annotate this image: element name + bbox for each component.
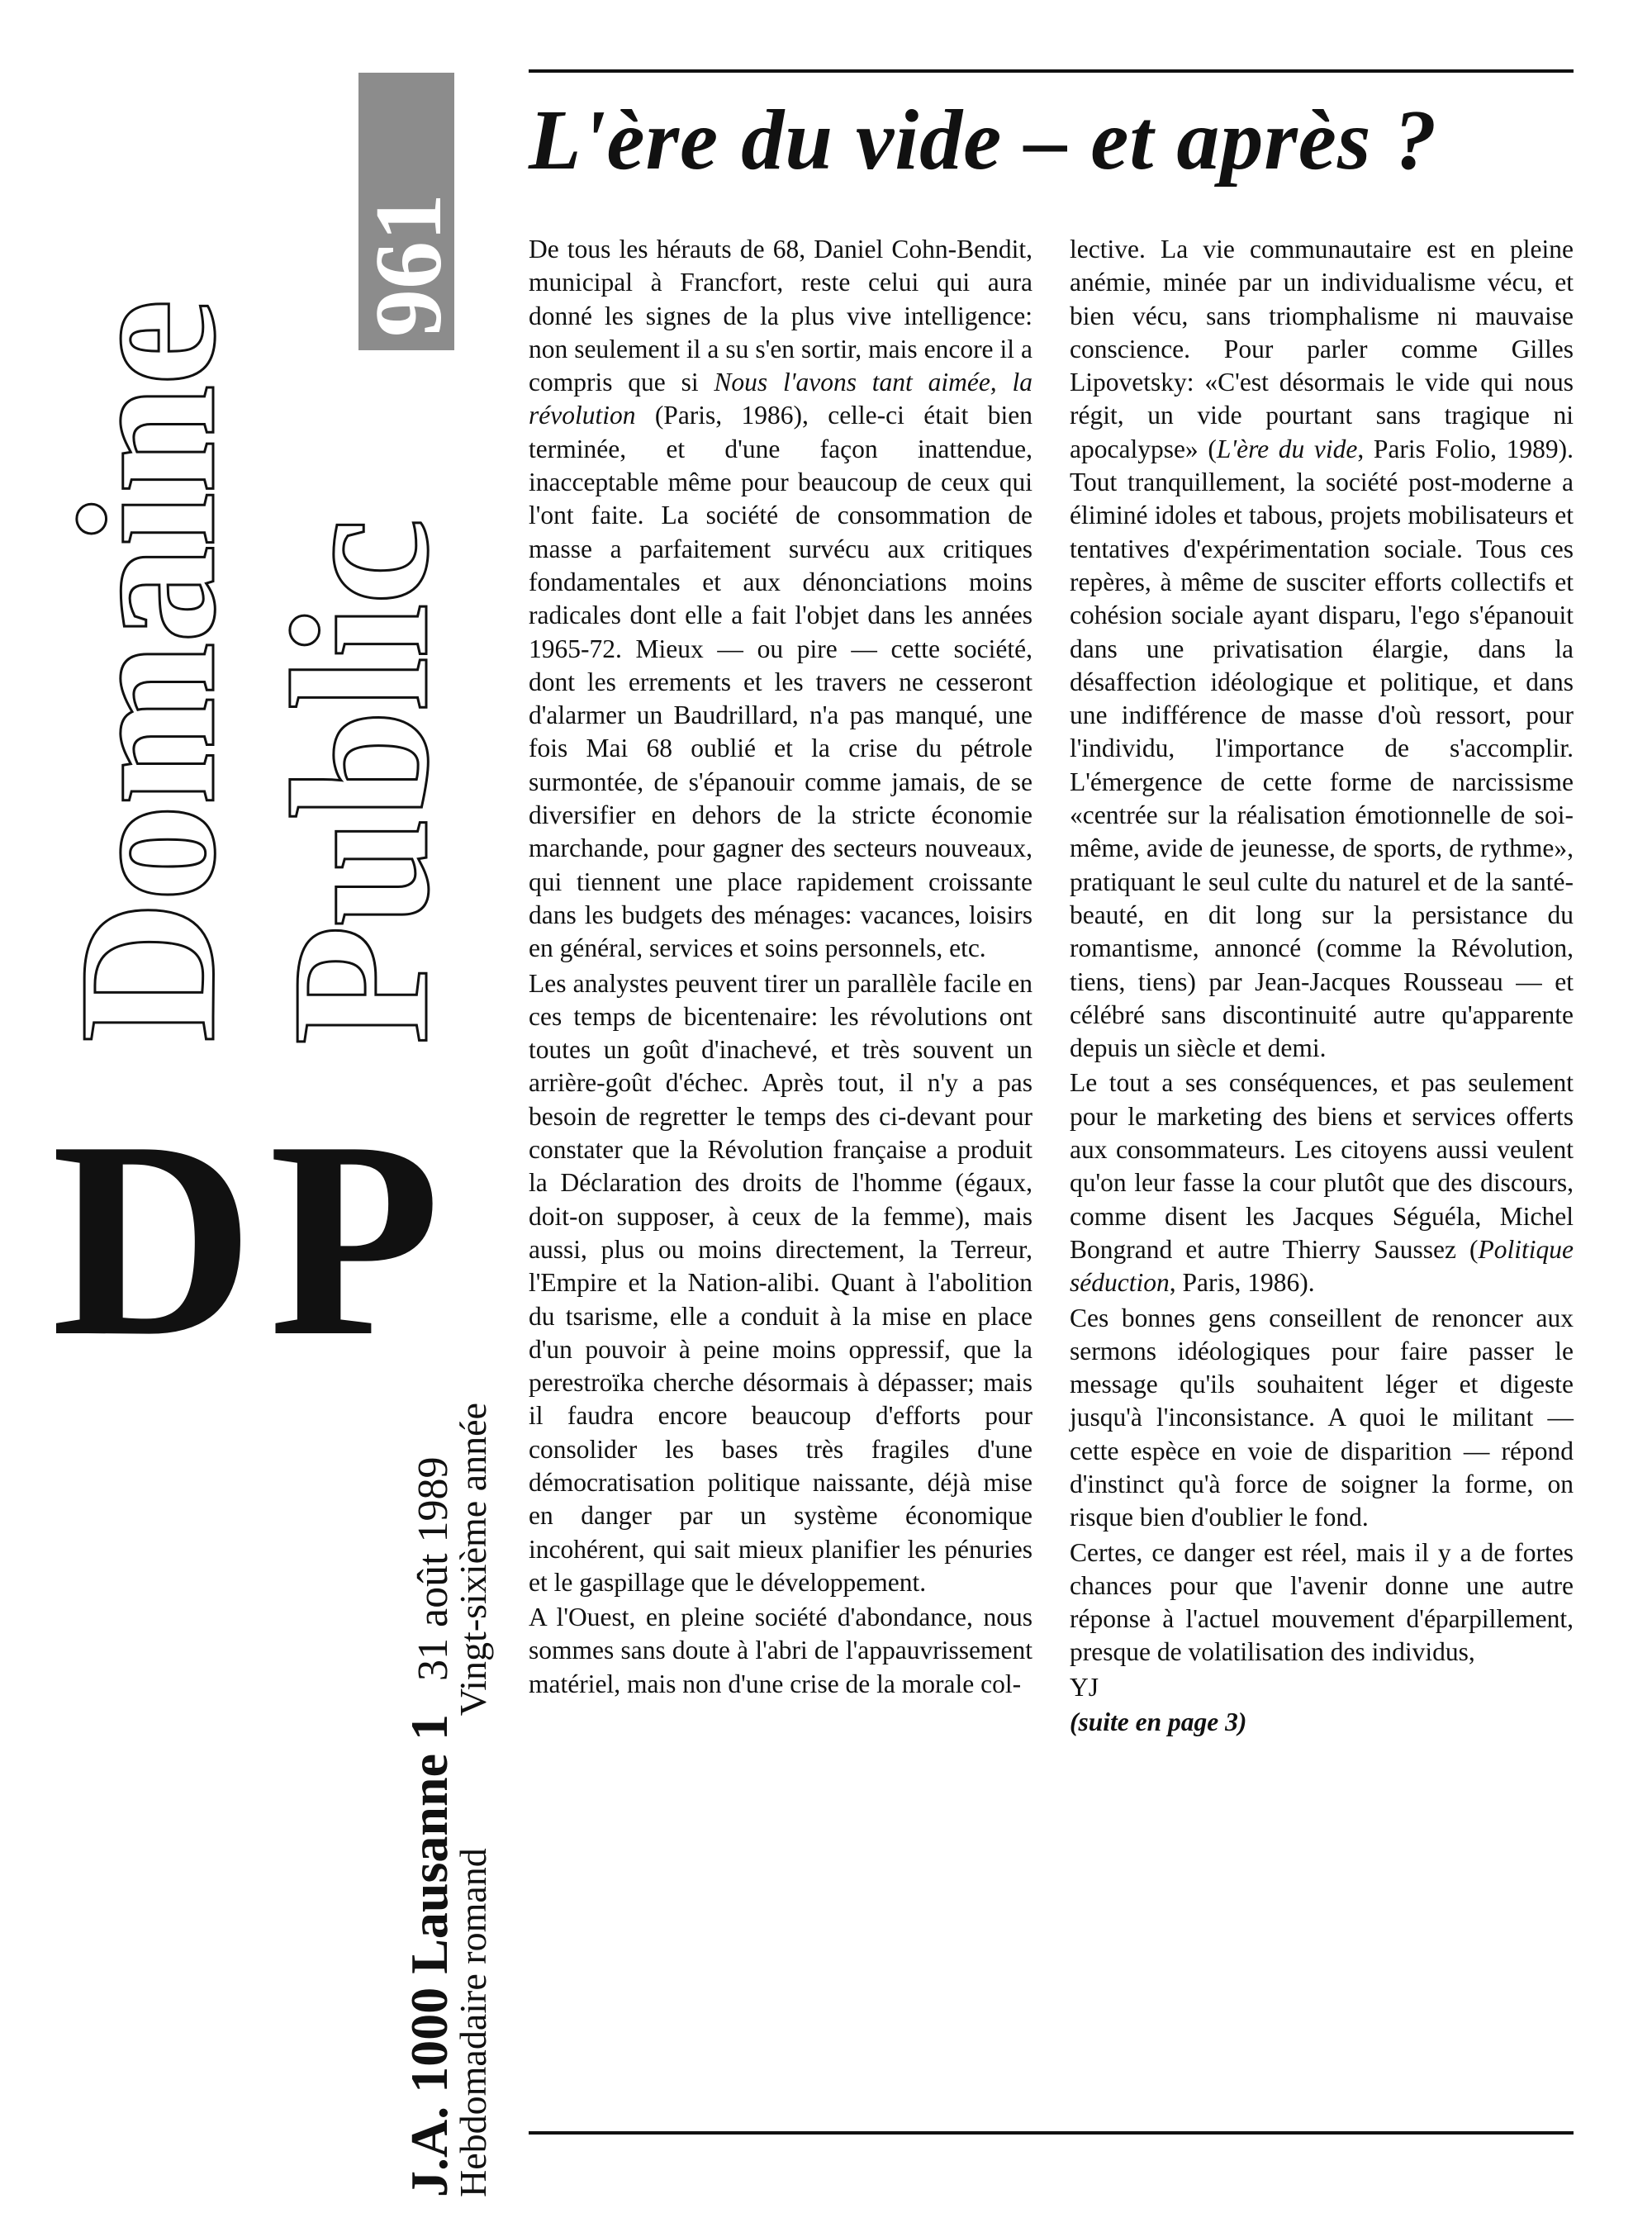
book-title: L'ère du vide: [1216, 434, 1358, 463]
text-run: lective. La vie communautaire est en pleine anémie, minée par un individualisme vécu, et bien vécu, sans triomphalisme ni mauvaise conscience. Pour parler comme Gilles Lipovetsky: «C'est désormais le vide qui nous régit, un vide pourtant sans tragique ni apocalypse» (: [1070, 235, 1574, 463]
paragraph: Certes, ce danger est réel, mais il y a de fortes chances pour que l'avenir donne une autre réponse à l'actuel mouvement d'éparpillement, presque de volatilisation des individus,: [1070, 1537, 1574, 1667]
continued-on-page-link[interactable]: (suite en page 3): [1070, 1707, 1247, 1737]
book-title: Politique séduction: [1070, 1234, 1574, 1298]
year-label: Vingt-sixième année: [452, 1403, 494, 1717]
text-run: Le tout a ses conséquences, et pas seulement pour le marketing des biens et services offerts aux consommateurs. Les citoyens aussi veulent qu'on leur fasse la cour plutôt que des discours, comme disent les Jacques Séguéla, Michel Bongrand et autre Thierry Saussez (: [1070, 1068, 1574, 1264]
masthead-public: Public: [252, 520, 469, 1045]
article-title: L'ère du vide – et après ?: [529, 93, 1438, 188]
issue-date: 31 août 1989: [410, 1456, 457, 1681]
subtitle-line: [454, 1403, 492, 2197]
bottom-rule: [529, 2131, 1574, 2135]
masthead: [0, 0, 496, 2213]
paragraph: Ces bonnes gens conseillent de renoncer aux sermons idéologiques pour faire passer le message qu'ils souhaitent léger et digeste jusqu'à l'inconsistance. A quoi le militant — cette espèce en voie de disparition — répond d'instinct qu'à force de soigner la forme, on risque bien d'oublier le fond.: [1070, 1303, 1574, 1532]
paragraph: A l'Ouest, en pleine société d'abondance, nous sommes sans doute à l'abri de l'appauvrissement matériel, mais non d'une crise de la morale col-: [529, 1603, 1032, 1698]
postal-line: [400, 1456, 458, 2197]
publication-subtitle: Hebdomadaire romand: [452, 1848, 494, 2197]
paragraph: [1070, 1066, 1574, 1299]
author-signature: YJ: [1070, 1672, 1099, 1702]
article-columns: [529, 233, 1574, 1739]
postal-text: J.A. 1000 Lausanne 1: [400, 1714, 458, 2197]
text-run: (Paris, 1986), celle-ci était bien terminée, et d'une façon inattendue, inacceptable même pour beaucoup de ceux qui l'ont faite. La société de consommation de masse a parfaitement survécu aux critiques fondamentales et aux dénonciations moins radicales dont elle a fait l'objet dans les années 1965-72. Mieux — ou pire — cette société, dont les errements et les travers ne cesseront d'alarmer un Baudrillard, n'a pas manqué, une fois Mai 68 oublié et la crise du pétrole surmontée, de s'épanouir comme jamais, de se diversifier en dehors de la stricte économie marchande, pour gagner des secteurs nouveaux, qui tiennent une place rapidement croissante dans les budgets des ménages: vacances, loisirs en général, services et soins personnels, etc.: [529, 401, 1032, 963]
issue-number: 961: [356, 193, 462, 337]
top-rule: [529, 69, 1574, 73]
paragraph: [529, 233, 1032, 966]
column-1: [529, 233, 1032, 1739]
paragraph: [1070, 233, 1574, 1065]
book-title: Nous l'avons tant aimée, la révolution: [529, 368, 1032, 430]
text-run: De tous les hérauts de 68, Daniel Cohn-Bendit, municipal à Francfort, reste celui qui aura donné les signes de la plus vive intelligence: non seulement il a su s'en sortir, mais encore il a compris que si: [529, 235, 1032, 397]
text-run: , Paris Folio, 1989). Tout tranquillement, la société post-moderne a éliminé idoles et tabous, projets mobilisateurs et tentatives d'expérimentation sociale. Tous ces repères, à même de susciter efforts collectifs et cohésion sociale ayant disparu, l'ego s'épanouit dans une privatisation élargie, dans la désaffection idéologique et politique, et dans une indifférence de masse d'où ressort, pour l'individu, l'importance de s'accomplir. L'émergence de cette forme de narcissisme «centrée sur la réalisation émotionnelle de soi-même, avide de jeunesse, de sports, de rythme», pratiquant le seul culte du naturel et de la santé-beauté, en dit long sur la persistance du romantisme, annoncé (comme la Révolution, tiens, tiens) par Jean-Jacques Rousseau — et célébré sans discontinuité autre qu'apparente depuis un siècle et demi.: [1070, 434, 1574, 1063]
masthead-domaine: Domaine: [39, 300, 256, 1042]
dp-logo: DP: [51, 1083, 456, 1394]
paragraph: Les analystes peuvent tirer un parallèle facile en ces temps de bicentenaire: les révolutions ont toutes un goût d'inachevé, et très souvent un arrière-goût d'échec. Après tout, il n'y a pas besoin de regretter le temps des ci-devant pour constater que la Révolution française a produit la Déclaration des droits de l'homme (égaux, doit-on supposer, à ceux de la femme), mais aussi, plus ou moins directement, la Terreur, l'Empire et la Nation-alibi. Quant à l'abolition du tsarisme, elle a conduit à la mise en place d'un pouvoir à peine moins oppressif, que la perestroïka cherche désormais à dépasser; mais il faudra encore beaucoup d'efforts pour consolider les bases très fragiles d'une démocratisation politique naissante, déjà mise en danger par un système économique incohérent, qui sait mieux planifier les pénuries et le gaspillage que le développement.: [529, 968, 1032, 1597]
text-run: , Paris, 1986).: [1169, 1268, 1315, 1298]
column-2: [1070, 233, 1574, 1739]
